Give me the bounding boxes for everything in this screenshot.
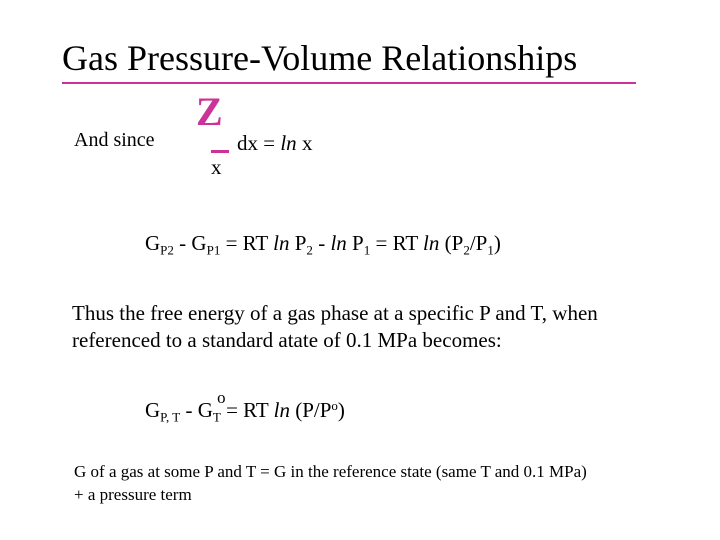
eq1-close: ) bbox=[493, 231, 501, 255]
ln-text: ln bbox=[280, 131, 297, 155]
fraction-bar bbox=[211, 150, 229, 153]
eq1-slash: /P bbox=[469, 231, 488, 255]
numerator-text: dx = bbox=[237, 131, 281, 155]
eq2-eq-rt: = RT bbox=[220, 398, 274, 422]
integral-sign-icon: Z bbox=[196, 89, 223, 134]
eq1-p: P bbox=[289, 231, 307, 255]
integral-numerator bbox=[237, 131, 312, 155]
and-since-label: And since bbox=[74, 129, 155, 151]
eq2-close: ) bbox=[337, 398, 345, 422]
title-underline bbox=[62, 82, 636, 84]
eq1-sub-p2: P2 bbox=[160, 242, 174, 258]
explanation-paragraph bbox=[72, 300, 598, 354]
eq1-sub-1b: 1 bbox=[487, 242, 494, 258]
eq2-rest: (P/P bbox=[289, 398, 332, 422]
eq2-minus-g: - G bbox=[180, 398, 213, 422]
eq1-ln3: ln bbox=[423, 231, 440, 255]
eq1-g: G bbox=[145, 231, 161, 255]
equation-standard-state bbox=[145, 387, 345, 425]
eq2-g: G bbox=[145, 398, 161, 422]
summary-line-1: G of a gas at some P and T = G in the reference state (same T and 0.1 MPa) bbox=[74, 462, 587, 481]
eq1-minus: - bbox=[312, 231, 331, 255]
eq1-paren: (P bbox=[439, 231, 464, 255]
slide-title: Gas Pressure-Volume Relationships bbox=[62, 38, 578, 78]
eq1-eq-rt: = RT bbox=[220, 231, 274, 255]
integral-denominator: x bbox=[211, 155, 222, 179]
eq2-t-degree-stack bbox=[212, 387, 226, 425]
eq1-ln2: ln bbox=[330, 231, 347, 255]
eq1-minus-g: - G bbox=[173, 231, 207, 255]
equation-gibbs-pressure bbox=[145, 230, 501, 256]
eq1-sub-2b: 2 bbox=[463, 242, 470, 258]
eq2-sub-pt: P, T bbox=[160, 409, 181, 425]
eq2-ln: ln bbox=[273, 398, 290, 422]
degree-symbol: o bbox=[217, 387, 226, 407]
eq1-p1: P bbox=[346, 231, 364, 255]
eq1-sub-2: 2 bbox=[306, 242, 313, 258]
summary-line-2: + a pressure term bbox=[74, 485, 192, 504]
paragraph-line-2: referenced to a standard atate of 0.1 MPa becomes: bbox=[72, 328, 502, 352]
summary-paragraph bbox=[74, 460, 587, 506]
eq1-ln: ln bbox=[273, 231, 290, 255]
eq1-sub-p1: P1 bbox=[206, 242, 221, 258]
eq2-sub-t: T bbox=[212, 409, 221, 425]
eq1-sub-1: 1 bbox=[363, 242, 371, 258]
rhs-text: x bbox=[296, 131, 313, 155]
paragraph-line-1: Thus the free energy of a gas phase at a specific P and T, when bbox=[72, 301, 598, 325]
eq2-sup-o: o bbox=[331, 397, 338, 413]
eq1-eq-rt2: = RT bbox=[370, 231, 424, 255]
